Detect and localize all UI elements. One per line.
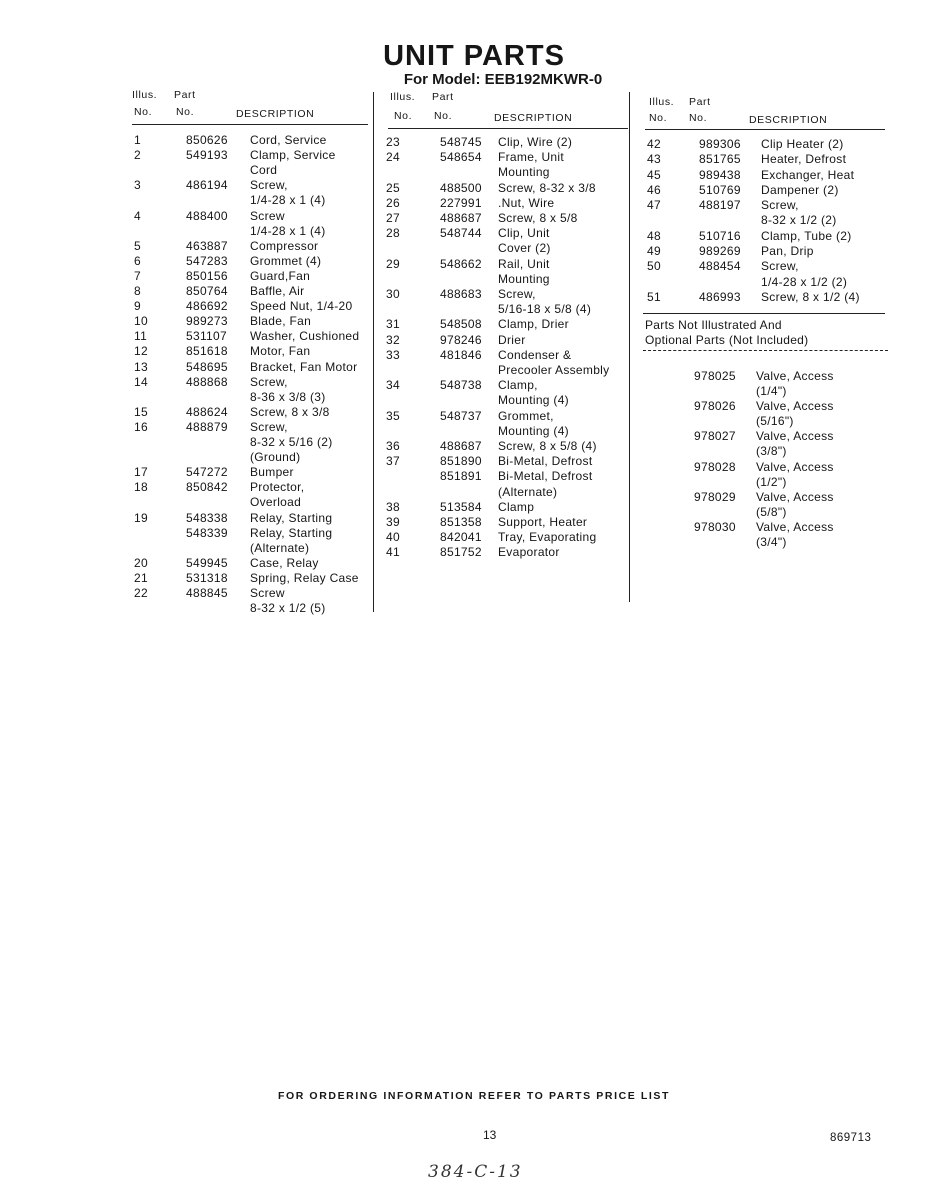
part-description: Drier bbox=[498, 332, 526, 347]
part-number: 510716 bbox=[699, 228, 741, 243]
part-description: Guard,Fan bbox=[250, 268, 311, 283]
illus-number: 29 bbox=[386, 256, 400, 271]
model-subtitle: For Model: EEB192MKWR-0 bbox=[403, 71, 603, 88]
part-size: (5/8") bbox=[756, 504, 787, 519]
col1-header-rule bbox=[132, 124, 368, 125]
illus-number: 30 bbox=[386, 287, 400, 301]
part-number: 548738 bbox=[440, 378, 482, 393]
part-number: 486993 bbox=[699, 290, 741, 304]
part-description-cont: (Alternate) bbox=[498, 484, 558, 499]
part-number: 851891 bbox=[440, 469, 482, 484]
column-divider-1 bbox=[373, 92, 374, 612]
illus-number: 43 bbox=[647, 152, 661, 167]
part-number: 488879 bbox=[186, 419, 228, 434]
part-description: Valve, Access bbox=[756, 489, 834, 504]
part-description: Clamp, Tube (2) bbox=[761, 228, 852, 243]
part-number: 488687 bbox=[440, 439, 482, 453]
part-number: 989306 bbox=[699, 137, 741, 151]
illus-number: 14 bbox=[134, 374, 148, 389]
illus-number: 22 bbox=[134, 586, 148, 600]
col3-header-description: DESCRIPTION bbox=[749, 114, 828, 126]
col2-header-rule bbox=[388, 128, 628, 129]
col3-header-no: No. bbox=[649, 112, 668, 124]
illus-number: 10 bbox=[134, 314, 148, 329]
illus-number: 11 bbox=[134, 329, 148, 344]
illus-number: 47 bbox=[647, 198, 661, 213]
col3-header-rule bbox=[645, 129, 885, 130]
part-size: (3/8") bbox=[756, 444, 787, 459]
illus-number: 12 bbox=[134, 344, 148, 359]
part-description: Condenser & bbox=[498, 347, 572, 362]
part-number: 978025 bbox=[694, 369, 736, 383]
part-number: 548744 bbox=[440, 226, 482, 241]
part-number: 549193 bbox=[186, 148, 228, 163]
col1-header-part: Part bbox=[174, 89, 196, 101]
illus-number: 38 bbox=[386, 499, 400, 514]
part-number: 549945 bbox=[186, 555, 228, 570]
illus-number: 31 bbox=[386, 317, 400, 332]
column-divider-2 bbox=[629, 92, 630, 602]
part-description-cont: Cover (2) bbox=[498, 241, 551, 256]
part-description: Screw, 8 x 3/8 bbox=[250, 404, 330, 419]
part-number: 547272 bbox=[186, 465, 228, 480]
part-number: 978029 bbox=[694, 489, 736, 504]
part-description: Valve, Access bbox=[756, 399, 834, 414]
col2-header-description: DESCRIPTION bbox=[494, 112, 573, 124]
part-number: 989269 bbox=[699, 244, 741, 259]
col2-header-part: Part bbox=[432, 91, 454, 103]
part-number: 850156 bbox=[186, 268, 228, 283]
col2-header-illus: Illus. bbox=[390, 91, 416, 103]
part-number: 513584 bbox=[440, 499, 482, 514]
page-number: 13 bbox=[483, 1128, 497, 1142]
part-description-cont: 1/4-28 x 1/2 (2) bbox=[761, 274, 848, 289]
part-description: Screw bbox=[250, 208, 285, 223]
part-description: Relay, Starting bbox=[250, 510, 333, 525]
illus-number: 28 bbox=[386, 226, 400, 241]
parts-column-1 bbox=[132, 133, 372, 623]
part-description-cont: Cord bbox=[250, 163, 278, 178]
part-description-cont: 8-36 x 3/8 (3) bbox=[250, 389, 326, 404]
illus-number: 2 bbox=[134, 148, 141, 163]
part-number: 227991 bbox=[440, 195, 482, 210]
part-number: 481846 bbox=[440, 347, 482, 362]
part-description: Tray, Evaporating bbox=[498, 530, 597, 545]
illus-number: 51 bbox=[647, 290, 661, 304]
part-size: (1/4") bbox=[756, 384, 787, 398]
part-description: Bi-Metal, Defrost bbox=[498, 469, 593, 484]
part-number: 978246 bbox=[440, 332, 482, 347]
part-number: 547283 bbox=[186, 253, 228, 268]
part-description-cont: Mounting bbox=[498, 271, 550, 286]
illus-number: 5 bbox=[134, 238, 141, 253]
part-description: Screw, bbox=[761, 259, 799, 274]
illus-number: 40 bbox=[386, 530, 400, 545]
part-description: Bumper bbox=[250, 465, 294, 480]
part-number: 548338 bbox=[186, 510, 228, 525]
part-description-cont: Mounting bbox=[498, 165, 550, 180]
illus-number: 39 bbox=[386, 515, 400, 529]
part-description: Support, Heater bbox=[498, 515, 588, 529]
part-description: Dampener (2) bbox=[761, 182, 839, 197]
part-description: Valve, Access bbox=[756, 459, 834, 474]
illus-number: 1 bbox=[134, 133, 141, 147]
part-description: Screw, 8 x 1/2 (4) bbox=[761, 290, 860, 304]
part-number: 531107 bbox=[186, 329, 227, 344]
col1-header-illus: Illus. bbox=[132, 89, 158, 101]
part-description: .Nut, Wire bbox=[498, 195, 555, 210]
part-number: 548339 bbox=[186, 525, 228, 540]
illus-number: 19 bbox=[134, 510, 148, 525]
part-description: Pan, Drip bbox=[761, 244, 814, 259]
part-number: 851618 bbox=[186, 344, 228, 359]
part-description: Valve, Access bbox=[756, 369, 834, 383]
illus-number: 17 bbox=[134, 465, 148, 480]
illus-number: 42 bbox=[647, 137, 661, 151]
part-description: Exchanger, Heat bbox=[761, 167, 855, 182]
part-size: (3/4") bbox=[756, 535, 787, 549]
part-number: 463887 bbox=[186, 238, 228, 253]
col2-header-no: No. bbox=[394, 110, 413, 122]
parts-column-3 bbox=[645, 137, 895, 317]
illus-number: 48 bbox=[647, 228, 661, 243]
part-description: Cord, Service bbox=[250, 133, 327, 147]
part-description: Screw, bbox=[761, 198, 799, 213]
part-description: Heater, Defrost bbox=[761, 152, 847, 167]
illus-number: 36 bbox=[386, 439, 400, 453]
col1-header-part-no: No. bbox=[176, 106, 195, 118]
part-description: Screw, bbox=[250, 419, 288, 434]
part-description: Baffle, Air bbox=[250, 284, 305, 298]
part-description-cont: 8-32 x 5/16 (2) bbox=[250, 434, 333, 449]
illus-number: 4 bbox=[134, 208, 141, 223]
page-title: UNIT PARTS bbox=[383, 40, 565, 72]
part-description: Clip, Wire (2) bbox=[498, 135, 573, 149]
part-description: Protector, bbox=[250, 480, 305, 495]
part-description-cont: Mounting (4) bbox=[498, 423, 569, 438]
illus-number: 33 bbox=[386, 347, 400, 362]
part-number: 978028 bbox=[694, 459, 736, 474]
illus-number: 25 bbox=[386, 180, 400, 195]
part-number: 488683 bbox=[440, 287, 482, 301]
part-description: Grommet, bbox=[498, 408, 554, 423]
part-number: 548654 bbox=[440, 150, 482, 165]
illus-number: 3 bbox=[134, 178, 141, 193]
illus-number: 35 bbox=[386, 408, 400, 423]
illus-number: 26 bbox=[386, 195, 400, 210]
part-number: 548662 bbox=[440, 256, 482, 271]
part-description: Clamp, Service bbox=[250, 148, 336, 163]
part-description: Blade, Fan bbox=[250, 314, 312, 329]
part-description: Screw, 8-32 x 3/8 bbox=[498, 180, 596, 195]
col3-header-illus: Illus. bbox=[649, 96, 675, 108]
part-description: Screw, bbox=[250, 374, 288, 389]
illus-number: 24 bbox=[386, 150, 400, 165]
part-number: 488845 bbox=[186, 586, 228, 600]
part-number: 486194 bbox=[186, 178, 228, 193]
part-description-cont: 1/4-28 x 1 (4) bbox=[250, 223, 326, 238]
part-number: 548695 bbox=[186, 359, 228, 374]
illus-number: 16 bbox=[134, 419, 148, 434]
col3-header-part-no: No. bbox=[689, 112, 708, 124]
part-description: Relay, Starting bbox=[250, 525, 333, 540]
part-description: Frame, Unit bbox=[498, 150, 564, 165]
part-description: Clamp bbox=[498, 499, 535, 514]
part-number: 851752 bbox=[440, 545, 482, 560]
part-description: Case, Relay bbox=[250, 555, 319, 570]
part-number: 851765 bbox=[699, 152, 741, 167]
part-description: Motor, Fan bbox=[250, 344, 311, 359]
optional-heading-rule bbox=[643, 350, 888, 351]
illus-number: 27 bbox=[386, 211, 400, 225]
illus-number: 32 bbox=[386, 332, 400, 347]
illus-number: 45 bbox=[647, 167, 661, 182]
part-number: 488687 bbox=[440, 211, 482, 225]
part-number: 850626 bbox=[186, 133, 228, 147]
illus-number: 8 bbox=[134, 284, 141, 298]
illus-number: 13 bbox=[134, 359, 148, 374]
part-number: 978026 bbox=[694, 399, 736, 414]
part-description: Screw, bbox=[498, 287, 536, 301]
part-number: 548737 bbox=[440, 408, 482, 423]
document-number: 869713 bbox=[830, 1132, 872, 1144]
part-number: 486692 bbox=[186, 299, 228, 314]
handwritten-note: 384-C-13 bbox=[428, 1162, 523, 1182]
part-number: 548745 bbox=[440, 135, 482, 149]
part-description: Screw, bbox=[250, 178, 288, 193]
col3-header-part: Part bbox=[689, 96, 711, 108]
part-description-cont: (Ground) bbox=[250, 450, 301, 465]
parts-column-2 bbox=[386, 135, 630, 575]
part-size: (1/2") bbox=[756, 474, 787, 489]
part-description: Screw, 8 x 5/8 (4) bbox=[498, 439, 597, 453]
part-description: Bi-Metal, Defrost bbox=[498, 454, 593, 469]
part-description: Compressor bbox=[250, 238, 319, 253]
illus-number: 9 bbox=[134, 299, 141, 314]
optional-heading-line-1: Parts Not Illustrated And bbox=[645, 318, 782, 332]
illus-number: 50 bbox=[647, 259, 661, 274]
part-description: Rail, Unit bbox=[498, 256, 550, 271]
part-number: 850764 bbox=[186, 284, 228, 298]
part-description-cont: 8-32 x 1/2 (2) bbox=[761, 213, 837, 228]
part-number: 531318 bbox=[186, 570, 228, 585]
part-description: Grommet (4) bbox=[250, 253, 322, 268]
part-description-cont: Mounting (4) bbox=[498, 393, 569, 408]
part-number: 851890 bbox=[440, 454, 482, 469]
part-number: 842041 bbox=[440, 530, 482, 545]
part-description-cont: 1/4-28 x 1 (4) bbox=[250, 193, 326, 208]
illus-number: 49 bbox=[647, 244, 661, 259]
part-description: Clip, Unit bbox=[498, 226, 550, 241]
part-number: 851358 bbox=[440, 515, 482, 529]
part-number: 488624 bbox=[186, 404, 228, 419]
part-number: 488500 bbox=[440, 180, 482, 195]
col1-header-no: No. bbox=[134, 106, 153, 118]
part-description: Spring, Relay Case bbox=[250, 570, 359, 585]
part-number: 488400 bbox=[186, 208, 228, 223]
part-description: Clamp, Drier bbox=[498, 317, 569, 332]
part-description-cont: Overload bbox=[250, 495, 302, 510]
illus-number: 21 bbox=[134, 570, 148, 585]
part-description: Speed Nut, 1/4-20 bbox=[250, 299, 353, 314]
illus-number: 37 bbox=[386, 454, 400, 469]
illus-number: 6 bbox=[134, 253, 141, 268]
part-number: 488868 bbox=[186, 374, 228, 389]
part-number: 989273 bbox=[186, 314, 228, 329]
part-description-cont: Precooler Assembly bbox=[498, 362, 610, 377]
part-number: 989438 bbox=[699, 167, 741, 182]
part-description: Screw bbox=[250, 586, 285, 600]
illus-number: 18 bbox=[134, 480, 148, 495]
part-number: 488454 bbox=[699, 259, 741, 274]
part-description: Evaporator bbox=[498, 545, 560, 560]
part-description: Valve, Access bbox=[756, 520, 834, 534]
part-number: 850842 bbox=[186, 480, 228, 495]
illus-number: 23 bbox=[386, 135, 400, 149]
illus-number: 41 bbox=[386, 545, 400, 560]
part-number: 978030 bbox=[694, 520, 736, 534]
part-description-cont: 5/16-18 x 5/8 (4) bbox=[498, 302, 592, 317]
optional-parts-list bbox=[690, 369, 890, 569]
col1-header-description: DESCRIPTION bbox=[236, 108, 315, 120]
part-number: 510769 bbox=[699, 182, 741, 197]
illus-number: 46 bbox=[647, 182, 661, 197]
illus-number: 34 bbox=[386, 378, 400, 393]
part-description: Washer, Cushioned bbox=[250, 329, 360, 344]
part-description: Valve, Access bbox=[756, 429, 834, 444]
col2-header-part-no: No. bbox=[434, 110, 453, 122]
part-number: 978027 bbox=[694, 429, 736, 444]
illus-number: 7 bbox=[134, 268, 141, 283]
part-description: Clip Heater (2) bbox=[761, 137, 844, 151]
part-description: Screw, 8 x 5/8 bbox=[498, 211, 578, 225]
part-description-cont: 8-32 x 1/2 (5) bbox=[250, 601, 326, 616]
ordering-note: FOR ORDERING INFORMATION REFER TO PARTS PRICE LIST bbox=[277, 1090, 671, 1102]
part-description: Bracket, Fan Motor bbox=[250, 359, 358, 374]
part-description: Clamp, bbox=[498, 378, 538, 393]
optional-heading-line-2: Optional Parts (Not Included) bbox=[645, 333, 809, 347]
part-description-cont: (Alternate) bbox=[250, 540, 310, 555]
illus-number: 20 bbox=[134, 555, 148, 570]
illus-number: 15 bbox=[134, 404, 148, 419]
part-number: 548508 bbox=[440, 317, 482, 332]
part-number: 488197 bbox=[699, 198, 741, 213]
part-size: (5/16") bbox=[756, 414, 794, 429]
optional-top-rule bbox=[643, 313, 885, 314]
